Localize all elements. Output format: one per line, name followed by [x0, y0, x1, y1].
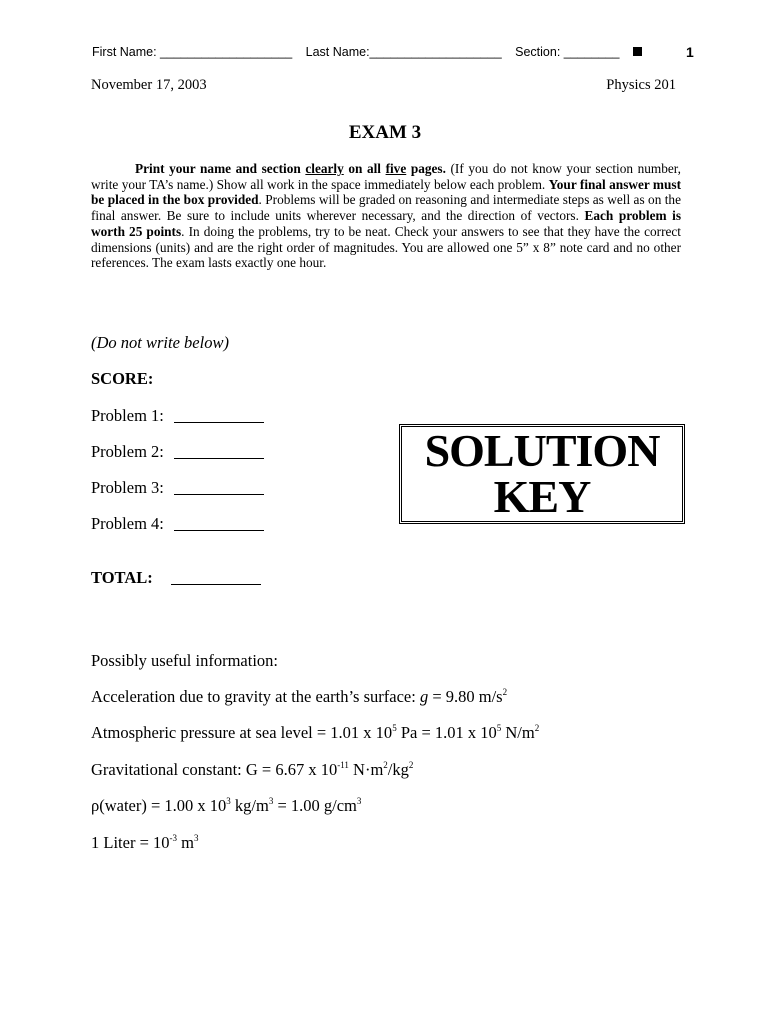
info-exponent: 2 — [534, 723, 540, 733]
info-text: N/m — [501, 723, 535, 742]
solution-key-line2: KEY — [493, 471, 591, 522]
info-exponent: 3 — [356, 796, 362, 806]
info-exponent: -3 — [169, 833, 177, 843]
problem-label: Problem 1: — [91, 406, 164, 425]
header-fields — [92, 45, 652, 59]
solution-key-line1: SOLUTION — [424, 425, 660, 476]
info-exponent: 2 — [502, 687, 508, 697]
instr-five: five — [385, 161, 407, 176]
info-text: = 9.80 m/s — [428, 687, 503, 706]
instr-final-answer: Your final answer must be placed in the box provided — [91, 176, 682, 208]
score-blank[interactable] — [174, 516, 264, 531]
info-exponent: 3 — [268, 796, 274, 806]
instr-points: Each problem is worth 25 points — [91, 208, 681, 239]
instr-bold-a: Print your name and section — [135, 161, 306, 176]
problem-label: Problem 3: — [91, 478, 164, 497]
first-name-field[interactable]: First Name: ___________________ — [92, 45, 293, 59]
info-text: /kg — [387, 760, 409, 779]
info-exponent: 3 — [226, 796, 231, 806]
info-text: 1 Liter = 10 — [91, 833, 170, 852]
exam-date: November 17, 2003 — [91, 77, 207, 93]
solution-key-box — [399, 424, 685, 524]
info-text: kg/m — [230, 796, 269, 815]
info-exponent: 2 — [383, 760, 388, 770]
info-exponent: 5 — [392, 723, 397, 733]
total-score — [91, 568, 261, 588]
course-name: Physics 201 — [606, 77, 676, 93]
square-marker-icon — [633, 47, 642, 56]
info-text: ρ(water) = 1.00 x 10 — [91, 796, 227, 815]
info-grav-constant — [91, 760, 413, 780]
last-name-field[interactable]: Last Name:___________________ — [305, 45, 502, 59]
exam-title: EXAM 3 — [348, 122, 422, 143]
info-text: Acceleration due to gravity at the earth’s surface: — [91, 687, 420, 706]
info-water-density — [91, 796, 361, 816]
total-label: TOTAL: — [91, 568, 153, 587]
info-exponent: 2 — [408, 760, 414, 770]
instructions-paragraph — [91, 161, 681, 271]
page-number: 1 — [686, 44, 694, 60]
info-text: Gravitational constant: G = 6.67 x 10 — [91, 760, 338, 779]
problem-label: Problem 4: — [91, 514, 164, 533]
info-text: m — [177, 833, 194, 852]
info-text: N·m — [348, 760, 384, 779]
useful-info-title: Possibly useful information: — [91, 651, 278, 670]
instr-text-4: . Problems will be graded on reasoning and intermediate steps as well as on the final answer. Be sure to include units wherever necessary, and the direction of vectors. — [91, 192, 681, 224]
info-var-g: g — [419, 687, 429, 706]
problem-3-score — [91, 478, 264, 498]
info-text: Pa = 1.01 x 10 — [396, 723, 497, 742]
instr-text-6: . In doing the problems, try to be neat. Check your answers to see that they have the correct dimensions (units) and are the right order of magnitudes. You are allowed one 5” x 8” note card and no other references. The exam lasts exactly one hour. — [91, 223, 681, 271]
instr-bold-b: on all — [343, 161, 386, 176]
instr-clearly: clearly — [305, 161, 344, 176]
score-blank[interactable] — [174, 444, 264, 459]
problem-1-score — [91, 406, 264, 426]
do-not-write-note: (Do not write below) — [91, 333, 229, 352]
score-blank[interactable] — [174, 480, 264, 495]
info-text: Atmospheric pressure at sea level = 1.01 x 10 — [91, 723, 393, 742]
problem-2-score — [91, 442, 264, 462]
score-blank[interactable] — [174, 408, 264, 423]
info-text: = 1.00 g/cm — [273, 796, 357, 815]
info-exponent: -11 — [337, 760, 349, 770]
instr-text-2: (If you do not know your section number, write your TA’s name.) Show all work in the space immediately below each problem. — [91, 161, 681, 192]
problem-4-score — [91, 514, 264, 534]
total-blank[interactable] — [171, 570, 261, 585]
info-atm-pressure — [91, 723, 539, 743]
info-exponent: 3 — [193, 833, 199, 843]
score-label: SCORE: — [91, 369, 154, 388]
info-exponent: 5 — [496, 723, 502, 733]
problem-label: Problem 2: — [91, 442, 164, 461]
info-gravity — [91, 687, 507, 707]
info-liter — [91, 833, 198, 853]
section-field[interactable]: Section: ________ — [515, 45, 620, 59]
instr-bold-c: pages. — [406, 161, 446, 176]
